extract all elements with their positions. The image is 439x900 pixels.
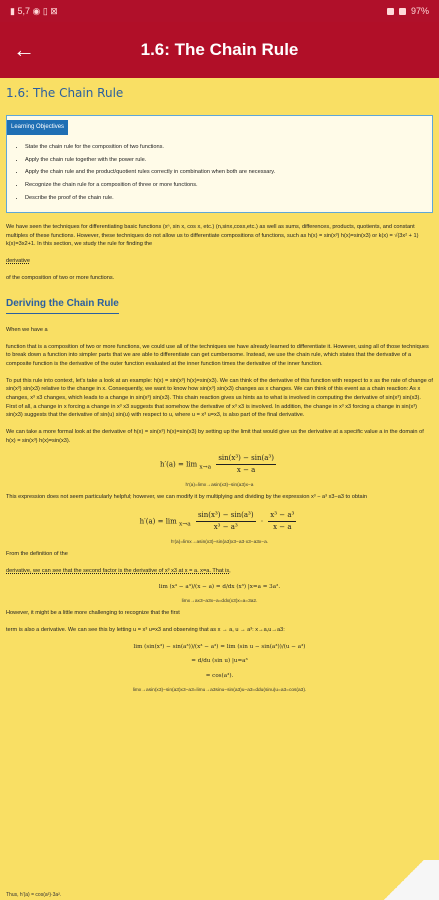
article-content	[0, 84, 439, 694]
list-item: • Describe the proof of the chain rule.	[25, 194, 432, 203]
app-title: 1.6: The Chain Rule	[140, 40, 299, 59]
definition-paragraph-2: derivative, we can see that the second factor is the derivative of x³ x3 at x = a. x=a. That is,	[6, 567, 231, 574]
equation-4-line-2: = d/du (sin u) |u=a³	[191, 658, 248, 665]
eq2-numerator-2: x³ − a³	[268, 510, 296, 522]
signal-icon	[387, 8, 394, 15]
however-paragraph: However, it might be a little more challenging to recognize that the first	[6, 610, 180, 617]
equation-4-line-3: = cos(a³).	[205, 673, 234, 680]
eq2-numerator-1: sin(x³) − sin(a³)	[196, 510, 256, 522]
context-paragraph: To put this rule into context, let's take a look at an example: h(x) = sin(x³) h(x)=sin(x3). We can think of the derivative of this function with respect to x as the rate of change of sin(x³) sin(x3) relative to the change in x. Consequently, we want to know how sin(x³) sin(x3) changes as x changes. We can think of this event as a chain reaction: As x changes, x³ x3 changes, which leads to a change in sin(x³) sin(x3). This chain reaction gives us hints as to what is involved in computing the derivative of sin(x³) sin(x3). First of all, a change in x forcing a change in x³ x3 suggests that somehow the derivative of x³ x3 is involved. In addition, the change in x³ x3 forcing a change in sin(x³) sin(x3) suggests that the derivative of sin(u) sin(u) with respect to u, where u = x³ u=x3, is also part of the final derivative.	[6, 377, 433, 419]
intro-paragraph-end: of the composition of two or more functions.	[6, 274, 115, 281]
however-paragraph-2: term is also a derivative. We can see this by letting u = x³ u=x3 and observing that as x → a, u → a³: x→a,u→a3:	[6, 627, 285, 634]
eq1-sub: x→a	[199, 464, 212, 471]
equation-1	[6, 453, 433, 476]
list-item: • Recognize the chain rule for a composition of three or more functions.	[25, 181, 432, 190]
eq1-numerator: sin(x³) − sin(a³)	[216, 453, 276, 465]
equation-1-plain: h′(a)=limx→asin(x3)−sin(a3)x−a	[185, 482, 254, 488]
eq2-fraction-1	[196, 510, 256, 533]
back-arrow-icon[interactable]: ←	[13, 37, 35, 62]
equation-4-line-1: lim (sin(x³) − sin(a³))/(x³ − a³) = lim (sin u − sin(a³))/(u − a³)	[133, 643, 306, 650]
status-bar	[0, 0, 439, 22]
eq2-denominator-1: x³ − a³	[213, 522, 238, 531]
section-heading: Deriving the Chain Rule	[6, 296, 119, 314]
equation-4-plain: limx→asin(x3)−sin(a3)x3−a3=limu→a3sinu−sin(a3)u−a3=ddu(sinu)u=a3=cos(a3).	[132, 687, 307, 693]
when-text: When we have a	[6, 326, 48, 333]
function-paragraph: function that is a composition of two or more functions, we could use all of the techniques we have already learned to differentiate it. However, using all of those techniques to break down a function into simpler parts that we are able to differentiate can get cumbersome. Instead, we use the chain rule, which states that the derivative of a composite function is the derivative of the outer function evaluated at the inner function times the derivative of the inner function.	[6, 343, 429, 367]
eq2-denominator-2: x − a	[273, 522, 292, 531]
status-icons-right	[387, 6, 429, 16]
learning-objectives-list	[7, 143, 432, 202]
eq2-sub: x→a	[179, 521, 191, 528]
definition-paragraph: From the definition of the	[6, 551, 68, 558]
battery-icon	[399, 8, 406, 15]
status-icons-left	[10, 6, 58, 17]
dot-operator: ·	[260, 517, 264, 526]
learning-objectives-box	[6, 115, 433, 214]
equation-2	[6, 510, 433, 533]
equation-2-plain: h′(a)=limx→asin(x3)−sin(a3)x3−a3⋅x3−a3x−a.	[170, 539, 269, 545]
page-title: 1.6: The Chain Rule	[6, 86, 124, 100]
eq1-fraction	[216, 453, 276, 476]
learning-objectives-title: Learning Objectives	[7, 120, 68, 135]
list-item: • Apply the chain rule and the product/quotient rules correctly in combination when both are necessary.	[25, 168, 432, 177]
app-bar	[0, 22, 439, 78]
battery-level: 97%	[410, 6, 429, 16]
eq1-left: h′(a) = lim	[160, 460, 198, 469]
equation-3-plain: limx→ax3−a3x−a=ddx(x3)x=a=3a2.	[181, 599, 258, 605]
bottom-partial-line: Thus, h′(a) = cos(a³)·3a².	[6, 892, 62, 898]
list-item: • Apply the chain rule together with the power rule.	[25, 156, 432, 165]
equation-3: lim (x³ − a³)/(x − a) = d/dx (x³) |x=a = 3a².	[158, 584, 281, 591]
list-item: • State the chain rule for the composition of two functions.	[25, 143, 432, 152]
eq2-fraction-2	[268, 510, 296, 533]
formal-paragraph: We can take a more formal look at the derivative of h(x) = sin(x³) h(x)=sin(x3) by setting up the limit that would give us the derivative at a specific value a in the domain of h(x) = sin(x³) h(x)=sin(x3).	[6, 428, 424, 444]
eq1-denominator: x − a	[236, 466, 256, 475]
eq2-left: h′(a) = lim	[139, 517, 177, 526]
expression-paragraph: This expression does not seem particularly helpful; however, we can modify it by multiplying and dividing by the expression x³ − a³ x3−a3 to obtain	[6, 494, 367, 501]
derivative-link[interactable]: derivative	[6, 258, 30, 265]
notification-icons: ▮ 5,7 ◉ ▯ ⊠	[10, 5, 58, 16]
page-curl	[369, 860, 439, 900]
intro-paragraph: We have seen the techniques for differentiating basic functions (xⁿ, sin x, cos x, etc.) (n,sinx,cosx,etc.) as well as sums, differences, products, quotients, and constant multiples of these functions. However, these techniques do not allow us to differentiate compositions of functions, such as h(x) = sin(x³) h(x)=sin(x3) or k(x) = √(3x² + 1) k(x)=3x2+1. In this section, we study the rule for finding the	[6, 224, 419, 248]
